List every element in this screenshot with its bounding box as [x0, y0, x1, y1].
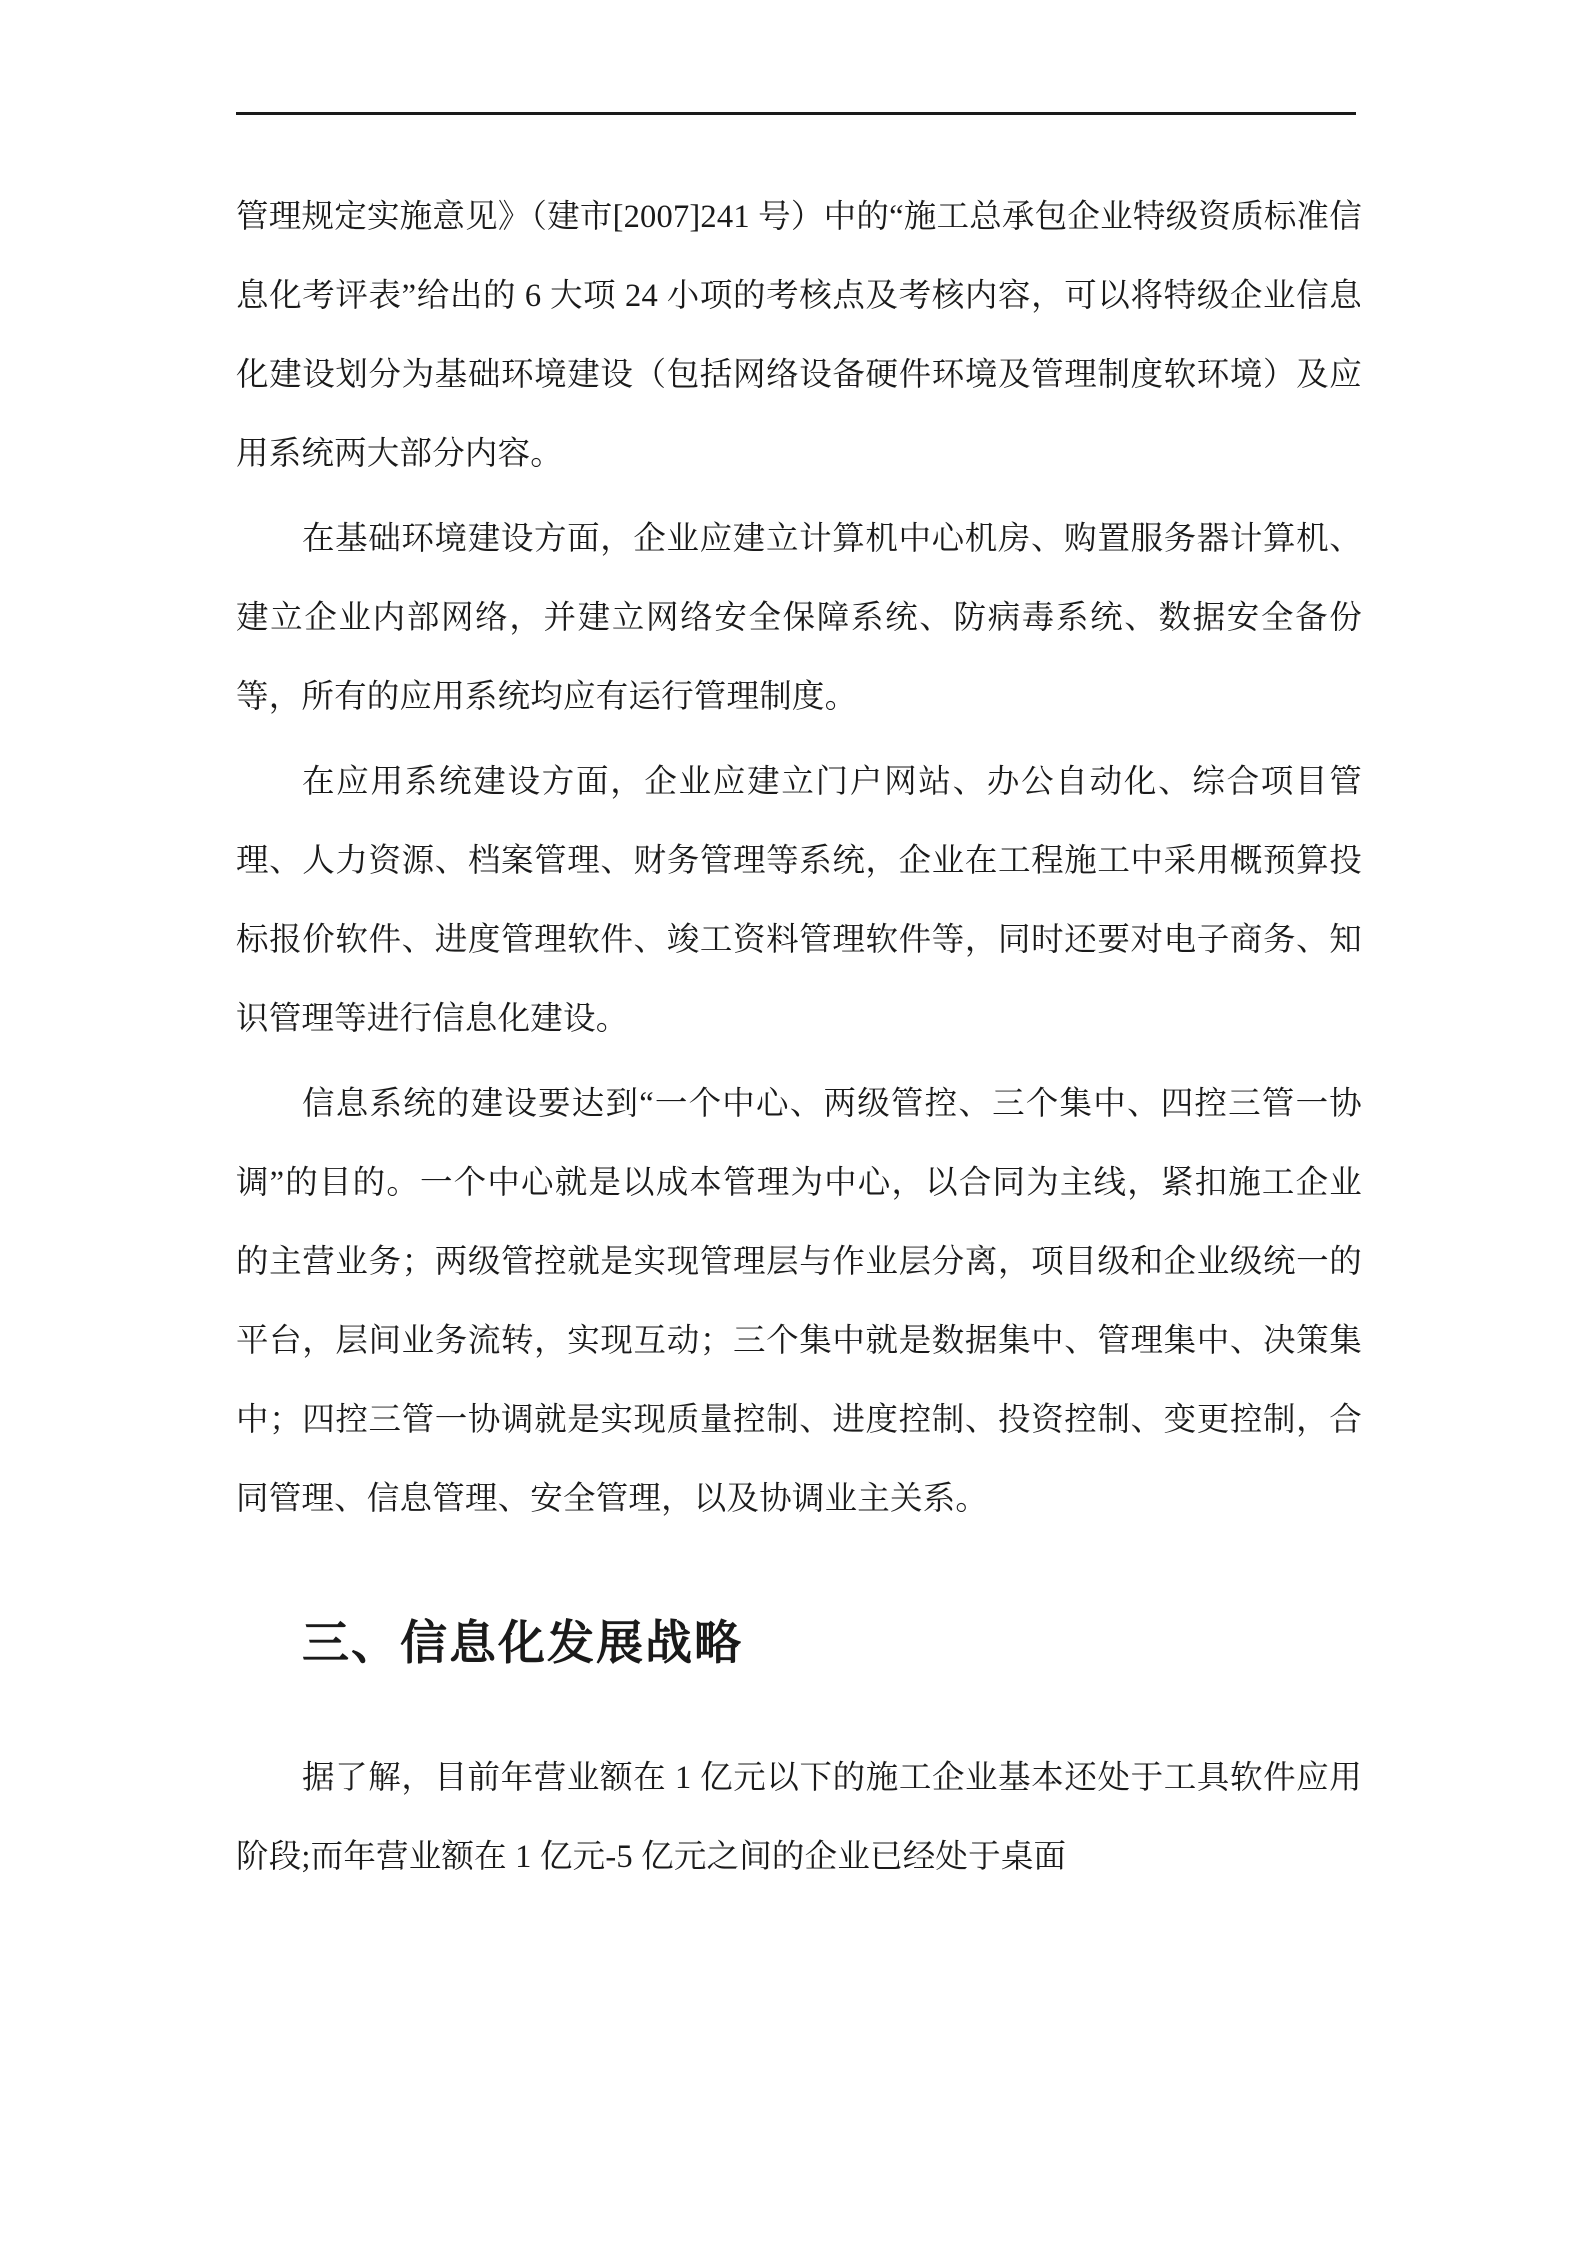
spacer — [236, 1679, 1362, 1739]
paragraph: 在基础环境建设方面，企业应建立计算机中心机房、购置服务器计算机、建立企业内部网络，并建立网络安全保障系统、防病毒系统、数据安全备份等，所有的应用系统均应有运行管理制度。 — [236, 521, 1362, 715]
paragraph: 信息系统的建设要达到“一个中心、两级管控、三个集中、四控三管一协调”的目的。一个中心就是以成本管理为中心，以合同为主线，紧扣施工企业的主营业务；两级管控就是实现管理层与作业层分离，项目级和企业级统一的平台，层间业务流转，实现互动；三个集中就是数据集中、管理集中、决策集中；四控三管一协调就是实现质量控制、进度控制、投资控制、变更控制，合同管理、信息管理、安全管理，以及协调业主关系。 — [236, 1086, 1362, 1517]
paragraph: 管理规定实施意见》（建市[2007]241 号）中的“施工总承包企业特级资质标准信息化考评表”给出的 6 大项 24 小项的考核点及考核内容，可以将特级企业信息化建设划分为基础环境建设（包括网络设备硬件环境及管理制度软环境）及应用系统两大部分内容。 — [236, 199, 1362, 472]
header-divider — [236, 112, 1356, 115]
paragraph: 在应用系统建设方面，企业应建立门户网站、办公自动化、综合项目管理、人力资源、档案管理、财务管理等系统，企业在工程施工中采用概预算投标报价软件、进度管理软件、竣工资料管理软件等，同时还要对电子商务、知识管理等进行信息化建设。 — [236, 764, 1362, 1037]
paragraph: 据了解，目前年营业额在 1 亿元以下的施工企业基本还处于工具软件应用阶段;而年营业额在 1 亿元-5 亿元之间的企业已经处于桌面 — [236, 1760, 1362, 1875]
document-body — [236, 178, 1362, 1903]
spacer — [236, 1545, 1362, 1609]
section-heading: 三、信息化发展战略 — [302, 1616, 743, 1671]
